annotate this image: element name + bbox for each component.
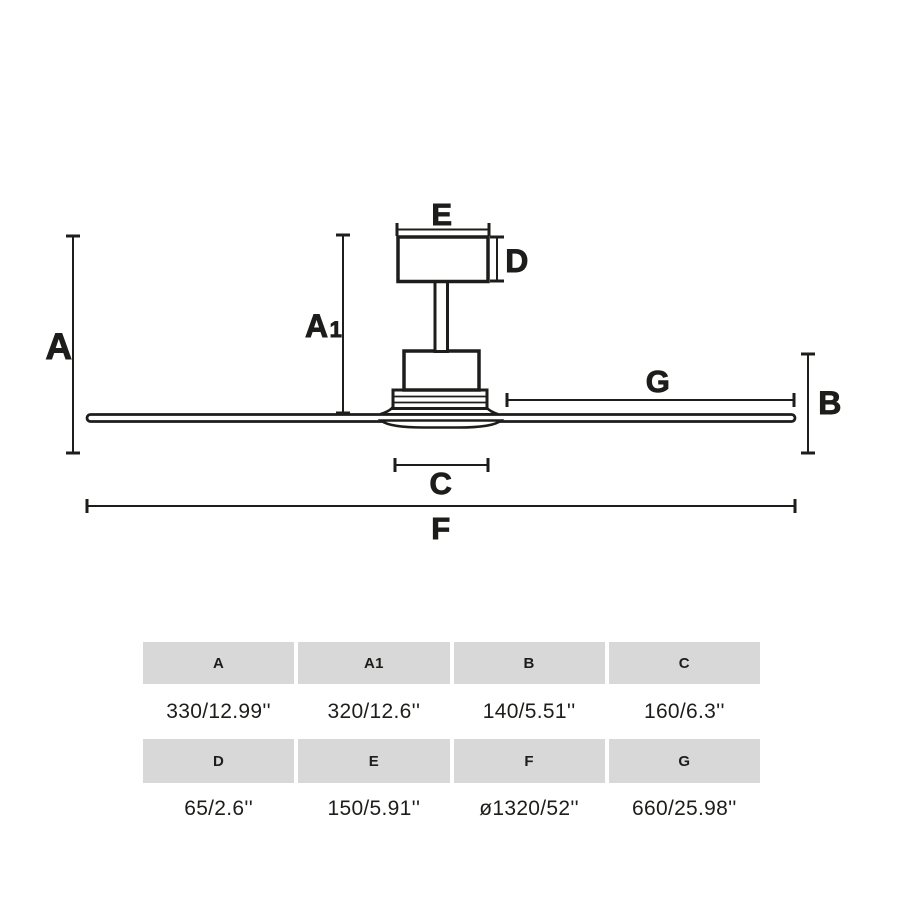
ceiling-canopy <box>398 237 488 282</box>
dim-B <box>801 354 815 453</box>
dim-label-D: D <box>505 243 529 279</box>
table-value-A1: 320/12.6'' <box>298 684 449 739</box>
fan-drawing <box>87 237 795 428</box>
table-value-F: ø1320/52'' <box>454 783 605 835</box>
table-value-G: 660/25.98'' <box>609 783 760 835</box>
table-value-C: 160/6.3'' <box>609 684 760 739</box>
table-value-A: 330/12.99'' <box>143 684 294 739</box>
table-header-F: F <box>454 739 605 783</box>
table-header-B: B <box>454 642 605 684</box>
motor-bottom-cap <box>381 421 501 428</box>
dim-label-G: G <box>645 364 671 399</box>
table-value-D: 65/2.6'' <box>143 783 294 835</box>
dim-D <box>490 237 504 281</box>
table-header-C: C <box>609 642 760 684</box>
table-header-A: A <box>143 642 294 684</box>
dim-label-A1 <box>305 308 342 344</box>
downrod <box>435 282 448 352</box>
table-header-G: G <box>609 739 760 783</box>
motor-band <box>393 390 487 409</box>
table-header-A1: A1 <box>298 642 449 684</box>
dim-label-F: F <box>431 511 451 546</box>
motor-body <box>404 351 479 390</box>
dim-label-A: A <box>45 326 73 367</box>
table-value-B: 140/5.51'' <box>454 684 605 739</box>
table-header-E: E <box>298 739 449 783</box>
table-header-D: D <box>143 739 294 783</box>
dim-label-A1-main: A <box>305 308 329 344</box>
table-value-E: 150/5.91'' <box>298 783 449 835</box>
dim-label-B: B <box>818 385 842 421</box>
dim-label-E: E <box>431 197 453 232</box>
dim-label-C: C <box>429 466 453 501</box>
dimension-table <box>143 642 760 835</box>
dim-label-A1-sub: 1 <box>329 317 343 342</box>
